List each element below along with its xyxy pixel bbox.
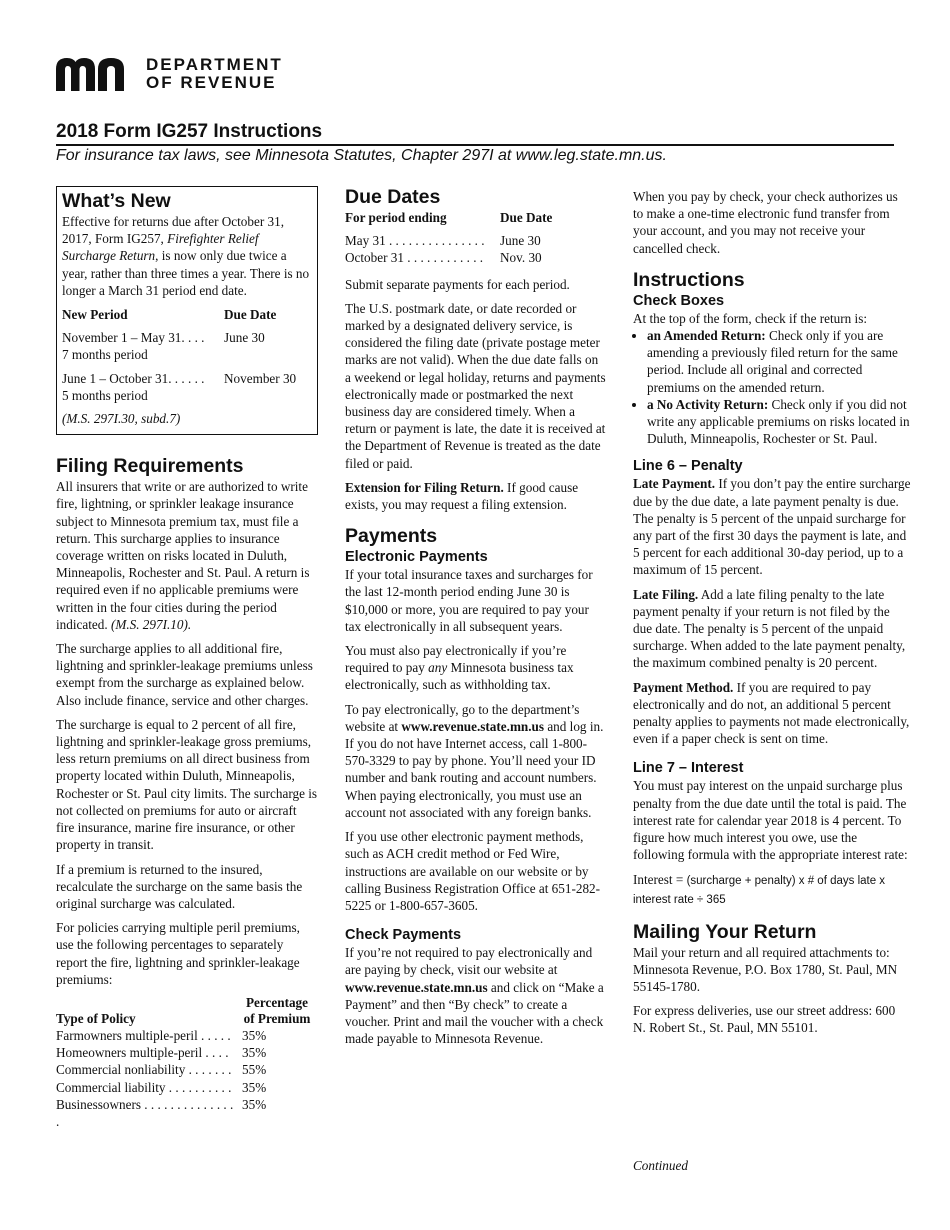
logo-line-2: OF REVENUE bbox=[146, 73, 277, 92]
mn-logo-icon bbox=[56, 57, 134, 91]
column-right bbox=[633, 188, 911, 1044]
continued-label: Continued bbox=[633, 1158, 688, 1173]
due-dates-paragraph: The U.S. postmark date, or date recorded or marked by a designated delivery service, is considered the filing date (private postage meter marks are not valid). When the due date falls on a weekend or legal holiday, returns and payments electronically made or postmarked the next business day are considered timely. When a return or payment is late, the date it is received at the Department of Revenue is treated as the date filed or paid. bbox=[345, 300, 606, 471]
due-dates-header: For period ending Due Date bbox=[345, 210, 553, 225]
penalty-paragraph: Late Filing. Add a late filing penalty to the late payment penalty if your return is not filed by the due date. The penalty is 5 percent of the unpaid surcharge. When added to the late payment penalty, the maximum combined penalty is 20 percent. bbox=[633, 586, 906, 671]
check-boxes-heading: Check Boxes bbox=[633, 292, 725, 309]
penalty-paragraph: Late Payment. If you don’t pay the entire surcharge due by the due date, a late payment penalty is due. The penalty is 5 percent of the unpaid surcharge for any part of the first 30 days the payment is late, and 5 percent for each additional 30-day period, up to a maximum of 15 percent. bbox=[633, 476, 911, 578]
statute-citation: (M.S. 297I.30, subd.7) bbox=[62, 411, 181, 427]
payments-paragraph: If your total insurance taxes and surcharges for the last 12-month period ending June 30 is $10,000 or more, you are required to pay your tax electronically in all subsequent years. bbox=[345, 567, 593, 634]
mailing-paragraph: For express deliveries, use our street address: 600 N. Robert St., St. Paul, MN 55101. bbox=[633, 1003, 896, 1036]
payments-heading: Payments bbox=[345, 525, 438, 548]
whats-new-box bbox=[56, 186, 318, 435]
filing-paragraph: The surcharge is equal to 2 percent of all fire, lightning and sprinkler-leakage gross premiums, less return premiums on all direct business from property located within Duluth, Minneapolis, Rochester or St. Paul city limits. The surcharge is not collected on premiums for auto or aircraft fire insurance, marine fire insurance, or other property in transit. bbox=[56, 716, 318, 853]
filing-paragraph: All insurers that write or are authorized to write fire, lightning, or sprinkler leakage insurance subject to Minnesota premium tax, must file a return. This surcharge applies to insurance coverage written on risks located in Duluth, Minneapolis, Rochester and St. Paul. A return is required even if no applicable premiums were written in the four cities during the period indicated. (M.S. 297I.10). bbox=[56, 479, 310, 632]
electronic-payments-heading: Electronic Payments bbox=[345, 549, 488, 566]
filing-paragraph: For policies carrying multiple peril premiums, use the following percentages to separately report the fire, lightning and sprinkler-leakage premiums: bbox=[56, 920, 300, 987]
whats-new-text: Effective for returns due after October 31, 2017, Form IG257, Firefighter Relief Surcharge Return, is now only due twice a year, rather than three times a year. There is no longer a March 31 period end date. bbox=[62, 214, 310, 298]
policy-percentage-table bbox=[56, 995, 318, 1130]
revenue-website-link[interactable]: www.revenue.state.mn.us bbox=[345, 979, 488, 995]
line7-heading: Line 7 – Interest bbox=[633, 760, 744, 777]
new-period-header: New Period Due Date bbox=[62, 307, 277, 323]
table-row: Homeowners multiple-peril . . . . 35% bbox=[56, 1045, 267, 1061]
payments-paragraph: If you’re not required to pay electronically and are paying by check, visit our website at www.revenue.state.mn.us and click on “Make a Payment” and then “By check” to create a voucher. Print and mail the voucher with a check made payable to Minnesota Revenue. bbox=[345, 945, 604, 1047]
table-header: Type of Policy Percentage of Premium bbox=[56, 994, 311, 1026]
payments-paragraph: You must also pay electronically if you’re required to pay any Minnesota business tax electronically, such as withholding tax. bbox=[345, 643, 574, 693]
mailing-heading: Mailing Your Return bbox=[633, 920, 817, 943]
mailing-paragraph: Mail your return and all required attachments to: Minnesota Revenue, P.O. Box 1780, St. Paul, MN 55145-1780. bbox=[633, 944, 898, 994]
check-payments-heading: Check Payments bbox=[345, 927, 462, 944]
new-period-row: November 1 – May 31. . . . June 30 7 months period bbox=[62, 330, 265, 363]
table-row: Farmowners multiple-peril . . . . . 35% bbox=[56, 1027, 267, 1043]
instructions-heading: Instructions bbox=[633, 268, 745, 291]
list-item: • an Amended Return: Check only if you are amending a previously filed return for the same period. Include all original and corrected premiums on the amended return. bbox=[647, 327, 911, 396]
filing-paragraph: The surcharge applies to all additional fire, lightning and sprinkler-leakage premiums unless exempt from the surcharge as explained below. Also include finance, service and other charges. bbox=[56, 641, 313, 708]
column-left bbox=[56, 186, 318, 1130]
payments-paragraph: If you use other electronic payment methods, such as ACH credit method or Fed Wire, instructions are available on our website or by calling Business Registration Office at 651-282-5225 or 1-800-657-3605. bbox=[345, 829, 601, 913]
interest-formula: Interest = (surcharge + penalty) x # of days late x interest rate ÷ 365 bbox=[633, 871, 886, 906]
whats-new-heading: What’s New bbox=[62, 190, 171, 212]
table-row: Commercial nonliability . . . . . . . 55% bbox=[56, 1062, 267, 1078]
filing-paragraph: If a premium is returned to the insured, recalculate the surcharge on the same basis the original surcharge was calculated. bbox=[56, 861, 303, 911]
due-date-row: May 31 . . . . . . . . . . . . . . . June 30 bbox=[345, 233, 541, 249]
line6-heading: Line 6 – Penalty bbox=[633, 458, 743, 475]
table-row: Commercial liability . . . . . . . . . . 35% bbox=[56, 1079, 267, 1095]
document-title: 2018 Form IG257 Instructions bbox=[56, 121, 894, 146]
list-item: • a No Activity Return: Check only if you did not write any applicable premiums on risks located in Duluth, Minneapolis, Rochester or St. Paul. bbox=[647, 396, 911, 448]
new-period-row: June 1 – October 31. . . . . . November 30 5 months period bbox=[62, 370, 297, 403]
due-dates-heading: Due Dates bbox=[345, 186, 441, 208]
revenue-website-link[interactable]: www.revenue.state.mn.us bbox=[401, 718, 545, 734]
column-middle bbox=[345, 186, 607, 1054]
department-logo bbox=[56, 56, 283, 92]
logo-line-1: DEPARTMENT bbox=[146, 55, 283, 74]
penalty-paragraph: Payment Method. If you are required to pay electronically and do not, an additional 5 percent penalty applies to payments not made electronically, even if a paper check is sent on time. bbox=[633, 679, 910, 747]
due-dates-paragraph: Submit separate payments for each period. bbox=[345, 276, 570, 292]
table-row: Businessowners . . . . . . . . . . . . . . . 35% bbox=[56, 1096, 267, 1129]
interest-paragraph: You must pay interest on the unpaid surcharge plus penalty from the due date until the total is paid. The interest rate for calendar year 2018 is 4 percent. To figure how much interest you owe, use the following formula with the appropriate interest rate: bbox=[633, 778, 908, 863]
extension-paragraph: Extension for Filing Return. If good cause exists, you may request a filing extension. bbox=[345, 479, 579, 513]
check-payment-paragraph: When you pay by check, your check authorizes us to make a one-time electronic fund transfer from your account, and you may not receive your cancelled check. bbox=[633, 189, 898, 256]
return-type-list bbox=[633, 327, 911, 447]
filing-requirements-heading: Filing Requirements bbox=[56, 455, 244, 478]
document-subtitle: For insurance tax laws, see Minnesota Statutes, Chapter 297I at www.leg.state.mn.us. bbox=[56, 147, 667, 164]
check-boxes-intro: At the top of the form, check if the return is: bbox=[633, 310, 868, 326]
due-date-row: October 31 . . . . . . . . . . . . Nov. 30 bbox=[345, 250, 542, 266]
payments-paragraph: To pay electronically, go to the department’s website at www.revenue.state.mn.us and log in. If you do not have Internet access, call 1-800-570-3329 to pay by phone. You’ll need your ID number and bank routing and account numbers. When paying electronically, you must use an account not associated with any foreign banks. bbox=[345, 701, 604, 820]
